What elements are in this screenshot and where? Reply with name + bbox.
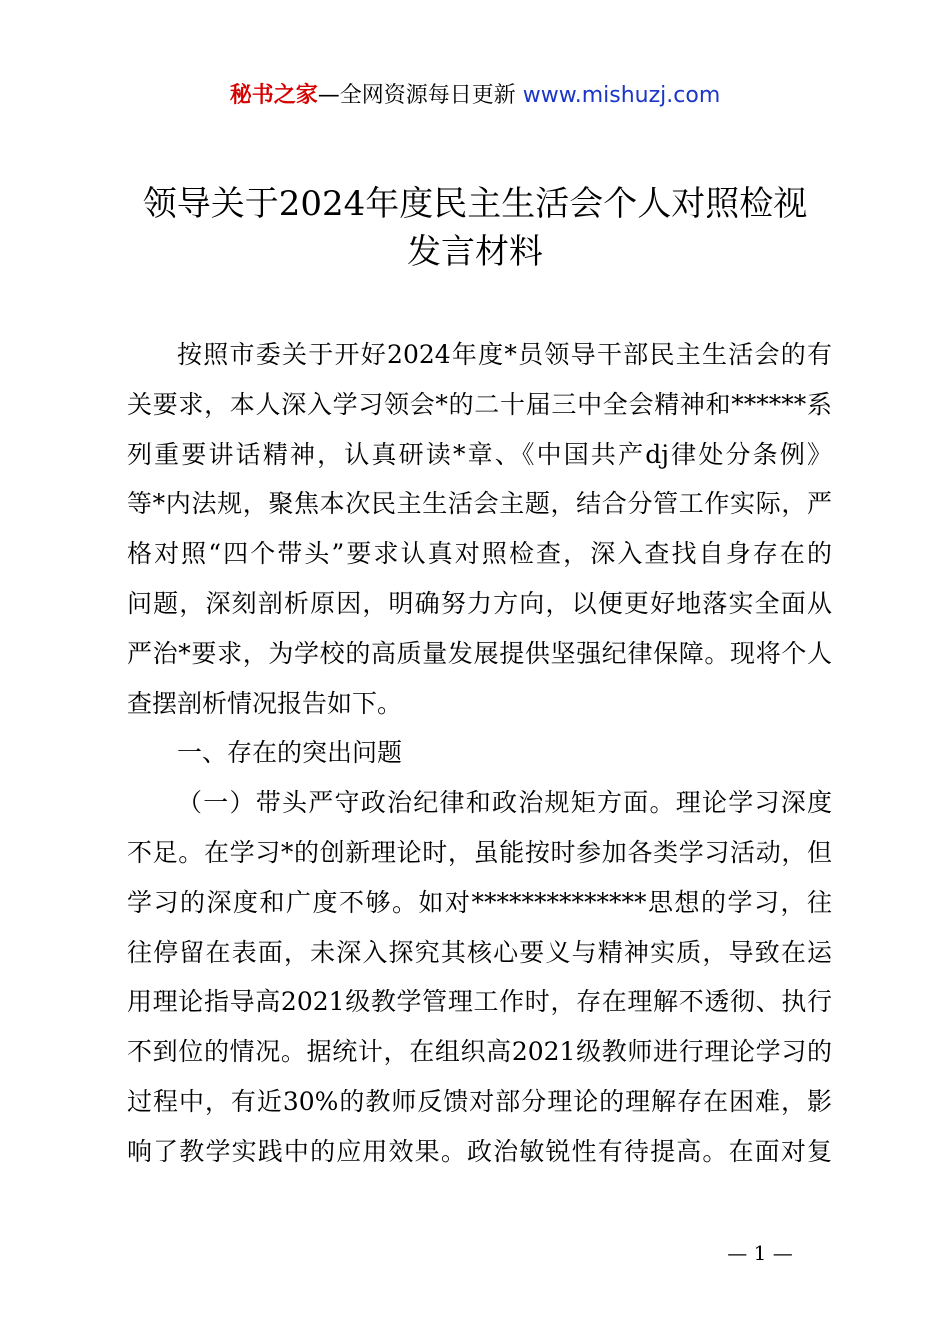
body-line: 关要求，本人深入学习领会*的二十届三中全会精神和******系 bbox=[127, 389, 832, 419]
body-line: 响了教学实践中的应用效果。政治敏锐性有待提高。在面对复 bbox=[127, 1136, 832, 1166]
body-line: 查摆剖析情况报告如下。 bbox=[127, 688, 403, 718]
document-body bbox=[127, 330, 832, 1177]
section-heading: 一、存在的突出问题 bbox=[177, 738, 403, 768]
body-line: 按照市委关于开好2024年度*员领导干部民主生活会的有 bbox=[177, 340, 832, 369]
body-line: 不到位的情况。据统计，在组织高2021级教师进行理论学习的 bbox=[127, 1037, 832, 1067]
body-line: （一）带头严守政治纪律和政治规矩方面。理论学习深度 bbox=[177, 788, 832, 818]
document-title bbox=[60, 180, 890, 276]
body-line: 列重要讲话精神，认真研读*章、《中国共产dj律处分条例》 bbox=[127, 439, 832, 469]
body-line: 学习的深度和广度不够。如对**************思想的学习，往 bbox=[127, 887, 832, 917]
page-number: — 1 — bbox=[727, 1241, 793, 1265]
body-line: 往停留在表面，未深入探究其核心要义与精神实质，导致在运 bbox=[127, 937, 832, 967]
header-slogan: —全网资源每日更新 bbox=[317, 83, 523, 108]
body-line: 用理论指导高2021级教学管理工作时，存在理解不透彻、执行 bbox=[127, 987, 832, 1017]
body-line: 严治*要求，为学校的高质量发展提供坚强纪律保障。现将个人 bbox=[127, 638, 832, 668]
brand-name: 秘书之家 bbox=[229, 83, 318, 108]
body-line: 不足。在学习*的创新理论时，虽能按时参加各类学习活动，但 bbox=[127, 837, 832, 867]
site-url-link[interactable]: www.mishuzj.com bbox=[522, 83, 721, 108]
title-line-1: 领导关于2024年度民主生活会个人对照检视 bbox=[142, 184, 808, 224]
body-line: 过程中，有近30%的教师反馈对部分理论的理解存在困难，影 bbox=[127, 1086, 832, 1116]
body-line: 等*内法规，聚焦本次民主生活会主题，结合分管工作实际，严 bbox=[127, 489, 832, 519]
site-header bbox=[0, 80, 950, 112]
body-line: 问题，深刻剖析原因，明确努力方向，以便更好地落实全面从 bbox=[127, 588, 832, 618]
body-line: 格对照“四个带头”要求认真对照检查，深入查找自身存在的 bbox=[127, 539, 832, 569]
title-line-2: 发言材料 bbox=[407, 232, 543, 272]
